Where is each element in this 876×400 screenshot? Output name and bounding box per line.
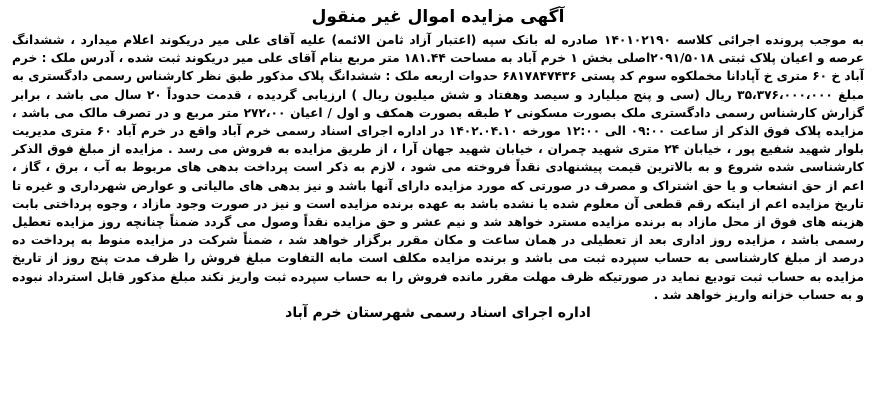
issuing-office-signature: اداره اجرای اسناد رسمی شهرستان خرم آباد xyxy=(285,305,591,322)
notice-body: به موجب پرونده اجرائی کلاسه ۱۴۰۱۰۲۱۹۰ صادره له بانک سپه (اعتبار آزاد ثامن الائمه) علیه آقای علی میر دریکوند اعلام میدارد ، ششدانگ عرصه و اعیان پلاک ثبتی ۲۰۹۱/۵۰۱۸اصلی بخش ۱ خرم آباد به مساحت ۱۸۱.۴۴ متر مربع بنام آقای علی میر دریکوند ثبت شده ، آدرس ملک : خرم آباد خ ۶۰ متری خ آپادانا مخملکوه سوم کد پستی ۶۸۱۷۸۴۷۴۳۶ حدوات اربعه ملک : ششدانگ پلاک مذکور طبق نظر کارشناس رسمی دادگستری به مبلغ ۳۵،۳۷۶،۰۰۰،۰۰۰ ریال (سی و پنج میلیارد و سیصد وهفتاد و شش میلیون ریال ) ارزیابی گردیده ، قدمت حدوداً ۲۰ سال می باشد ، برابر گزارش کارشناس رسمی دادگستری ملک بصورت مسکونی ۲ طبقه بصورت همکف و اول / اعیان ۲۷۲،۰۰ متر مربع و در تصرف مالک می باشد ، مزایده پلاک فوق الذکر از ساعت ۰۹:۰۰ الی ۱۲:۰۰ مورخه ۱۴۰۲.۰۴.۱۰ در اداره اجرای اسناد رسمی خرم آباد واقع در خرم آباد ۶۰ متری مدیریت بلوار شهید شفیع پور ، خیابان ۲۴ متری شهید چمران ، خیابان شهید جهان آرا ، از طریق مزایده به فروش می رسد . مزایده از مبلغ فوق الذکر کارشناسی شده شروع و به بالاترین قیمت پیشنهادی نقداً فروخته می شود ، لازم به ذکر است پرداخت بدهی های مربوط به آب ، برق ، گاز ، اعم از حق انشعاب و یا حق اشتراک و مصرف در صورتی که مورد مزایده دارای آنها باشد و نیز بدهی های مالیاتی و عوارض شهرداری و غیره تا تاریخ مزایده اعم از اینکه رقم قطعی آن معلوم شده یا نشده باشد به عهده برنده مزایده است و نیز در صورت وجود مازاد ، وجوه پرداختی بابت هزینه های فوق از محل مازاد به برنده مزایده مسترد خواهد شد و نیم عشر و حق مزایده نقداً وصول می گردد ضمناً چنانچه روز مزایده تعطیل رسمی باشد ، مزایده روز اداری بعد از تعطیلی در همان ساعت و مکان مقرر برگزار خواهد شد ، ضمناً شرکت در مزایده منوط به پرداخت ده درصد از مبلغ کارشناسی به حساب سپرده ثبت می باشد و برنده مزایده مکلف است مابه التفاوت مبلغ فروش را ظرف مدت پنج روز از تاریخ مزایده به حساب ثبت تودیع نماید در صورتیکه ظرف مهلت مقرر مانده فروش را به حساب سپرده ثبت واریز نکند مبلغ مذکور قابل استرداد نبوده و به حساب خزانه واریز خواهد شد . xyxy=(12,33,865,302)
notice-title: آگهی مزایده اموال غیر منقول xyxy=(311,7,565,27)
